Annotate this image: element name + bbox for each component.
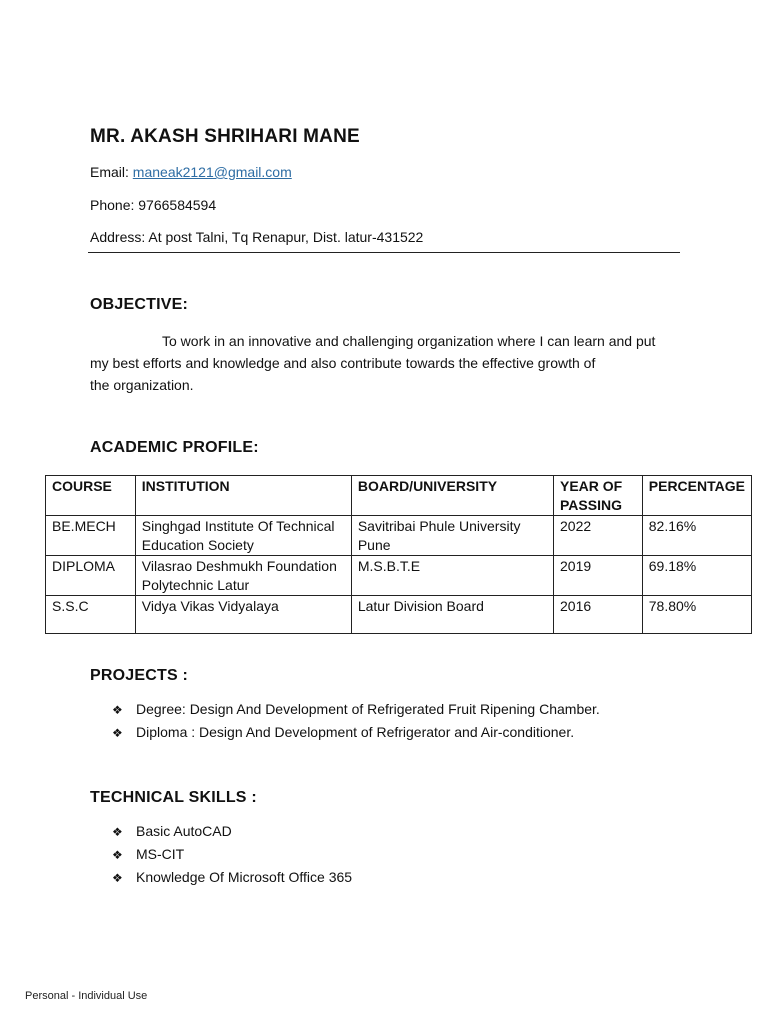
diamond-bullet-icon: ❖ — [112, 871, 123, 885]
list-item — [112, 820, 352, 843]
header-divider — [88, 252, 680, 253]
table-cell: 2019 — [554, 556, 643, 596]
table-header-row — [46, 476, 752, 516]
footer-classification: Personal - Individual Use — [25, 990, 148, 1002]
table-cell: 78.80% — [642, 596, 751, 634]
table-cell: 69.18% — [642, 556, 751, 596]
skills-heading: TECHNICAL SKILLS : — [90, 789, 257, 806]
project-text: Diploma : Design And Development of Refrigerator and Air-conditioner. — [136, 724, 575, 740]
phone-line: Phone: 9766584594 — [90, 197, 217, 213]
academic-table — [45, 475, 752, 634]
email-link[interactable]: maneak2121@gmail.com — [132, 164, 292, 180]
table-cell: DIPLOMA — [46, 556, 136, 596]
table-cell: 2016 — [554, 596, 643, 634]
objective-paragraph — [90, 330, 680, 396]
column-header: YEAR OF PASSING — [554, 476, 643, 516]
project-text: Degree: Design And Development of Refrigerated Fruit Ripening Chamber. — [136, 701, 600, 717]
column-header: BOARD/UNIVERSITY — [351, 476, 553, 516]
candidate-name: MR. AKASH SHRIHARI MANE — [90, 126, 360, 147]
list-item — [112, 721, 600, 744]
table-cell: Savitribai Phule University Pune — [351, 516, 553, 556]
skill-text: Knowledge Of Microsoft Office 365 — [136, 869, 353, 885]
objective-line-1 — [90, 330, 680, 352]
email-line — [90, 164, 292, 180]
diamond-bullet-icon: ❖ — [112, 726, 123, 740]
list-item — [112, 843, 352, 866]
table-cell: S.S.C — [46, 596, 136, 634]
skill-text: MS-CIT — [136, 846, 185, 862]
objective-line-3: the organization. — [90, 377, 194, 393]
diamond-bullet-icon: ❖ — [112, 825, 123, 839]
table-cell: Vidya Vikas Vidyalaya — [135, 596, 351, 634]
table-cell: BE.MECH — [46, 516, 136, 556]
academic-heading: ACADEMIC PROFILE: — [90, 439, 259, 456]
email-label: Email: — [90, 164, 133, 180]
diamond-bullet-icon: ❖ — [112, 848, 123, 862]
table-cell: Latur Division Board — [351, 596, 553, 634]
table-cell: 82.16% — [642, 516, 751, 556]
objective-line-1-text: To work in an innovative and challenging organization where I can learn and put — [162, 333, 656, 349]
objective-heading: OBJECTIVE: — [90, 296, 189, 313]
skill-text: Basic AutoCAD — [136, 823, 232, 839]
table-cell: Singhgad Institute Of Technical Education Society — [135, 516, 351, 556]
table-cell: 2022 — [554, 516, 643, 556]
column-header: PERCENTAGE — [642, 476, 751, 516]
list-item — [112, 698, 600, 721]
objective-line-2: my best efforts and knowledge and also contribute towards the effective growth of — [90, 355, 596, 371]
diamond-bullet-icon: ❖ — [112, 703, 123, 717]
column-header: INSTITUTION — [135, 476, 351, 516]
table-row — [46, 516, 752, 556]
address-line: Address: At post Talni, Tq Renapur, Dist. latur-431522 — [90, 229, 424, 245]
projects-list — [112, 698, 600, 744]
table-row — [46, 596, 752, 634]
table-cell: Vilasrao Deshmukh Foundation Polytechnic Latur — [135, 556, 351, 596]
table-row — [46, 556, 752, 596]
table-cell: M.S.B.T.E — [351, 556, 553, 596]
skills-list — [112, 820, 352, 889]
column-header: COURSE — [46, 476, 136, 516]
list-item — [112, 866, 352, 889]
projects-heading: PROJECTS : — [90, 667, 189, 684]
